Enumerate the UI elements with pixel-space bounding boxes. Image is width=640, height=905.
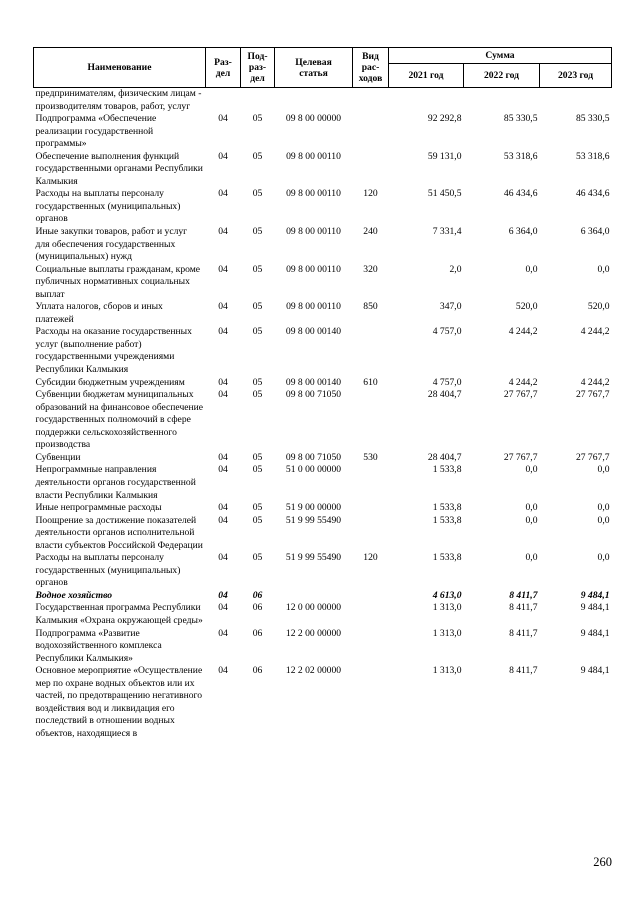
- row-value-2022: 6 364,0: [508, 226, 538, 238]
- row-razdel: 04: [218, 502, 228, 514]
- row-value-2023: 27 767,7: [575, 451, 610, 463]
- row-podrazdel: 05: [252, 226, 263, 238]
- row-value-2023: 27 767,7: [575, 389, 610, 401]
- row-value-2023: 0,0: [597, 552, 610, 564]
- row-podrazdel: [241, 88, 275, 114]
- row-target: [275, 590, 353, 603]
- table-row: [34, 226, 612, 264]
- row-name: Уплата налогов, сборов и иных платежей: [35, 301, 163, 325]
- document-page: [33, 47, 611, 740]
- row-razdel: 04: [218, 113, 228, 125]
- row-target: 09 8 00 71050: [285, 389, 342, 401]
- row-name: Подпрограмма «Обеспечение реализации государственной программы»: [35, 113, 157, 150]
- row-target: 09 8 00 00140: [285, 326, 342, 338]
- row-razdel: 04: [218, 514, 228, 526]
- row-target: 12 2 02 00000: [285, 665, 342, 677]
- row-razdel: 04: [218, 376, 228, 388]
- row-value-2023: 4 244,2: [580, 326, 610, 338]
- row-value-2023: 0,0: [597, 464, 610, 476]
- row-target: 09 8 00 00000: [285, 113, 342, 125]
- row-name: Непрограммные направления деятельности органов государственной власти Республики Калмыкия: [35, 464, 196, 501]
- row-vid: [353, 389, 389, 452]
- row-podrazdel: 05: [252, 451, 263, 463]
- row-podrazdel: 05: [252, 150, 263, 162]
- row-value-2021: 1 533,8: [432, 502, 462, 514]
- row-podrazdel: 06: [252, 627, 263, 639]
- row-razdel: 04: [218, 464, 228, 476]
- row-podrazdel: 06: [252, 589, 263, 601]
- row-value-2023: 0,0: [597, 514, 610, 526]
- row-value-2023: 9 484,1: [580, 627, 610, 639]
- table-row: [34, 188, 612, 226]
- header-sum: Сумма: [389, 48, 612, 64]
- row-value-2021: 51 450,5: [427, 188, 462, 200]
- row-value-2022: 0,0: [525, 514, 538, 526]
- table-body: [34, 88, 612, 741]
- row-podrazdel: 06: [252, 665, 263, 677]
- row-podrazdel: 05: [252, 552, 263, 564]
- table-row: [34, 602, 612, 627]
- row-value-2021: 28 404,7: [427, 389, 462, 401]
- table-row: [34, 515, 612, 553]
- row-target: 09 8 00 00110: [286, 226, 341, 238]
- header-podrazdel: Под- раз- дел: [241, 48, 275, 88]
- row-name: Иные закупки товаров, работ и услуг для обеспечения государственных (муниципальных) нужд: [35, 226, 188, 263]
- row-value-2022: 46 434,6: [503, 188, 538, 200]
- row-razdel: 04: [218, 326, 228, 338]
- row-vid: 320: [363, 263, 378, 275]
- row-razdel: 04: [218, 188, 228, 200]
- row-value-2023: 520,0: [587, 301, 610, 313]
- row-vid: 850: [363, 301, 378, 313]
- row-value-2021: 59 131,0: [427, 150, 462, 162]
- row-value-2021: 1 313,0: [432, 665, 462, 677]
- row-vid: [353, 628, 389, 666]
- header-2021: 2021 год: [389, 64, 464, 88]
- row-name: Расходы на выплаты персоналу государственных (муниципальных) органов: [35, 188, 181, 225]
- row-vid: [353, 515, 389, 553]
- row-vid: [353, 88, 389, 114]
- table-row: [34, 628, 612, 666]
- row-name: Субвенции бюджетам муниципальных образований на финансовое обеспечение государственных полномочий в сфере поддержки сельскохозяйственного производства: [35, 389, 204, 451]
- row-value-2022: 8 411,7: [509, 665, 538, 677]
- table-row: [34, 665, 612, 740]
- row-razdel: 04: [218, 150, 228, 162]
- table-row: [34, 301, 612, 326]
- row-vid: [353, 590, 389, 603]
- row-value-2021: 92 292,8: [427, 113, 462, 125]
- row-podrazdel: 05: [252, 502, 263, 514]
- row-target: 51 9 99 55490: [285, 514, 342, 526]
- table-row: [34, 502, 612, 515]
- row-razdel: 04: [218, 552, 228, 564]
- row-target: 09 8 00 00110: [286, 188, 341, 200]
- row-name: Обеспечение выполнения функций государственными органами Республики Калмыкия: [35, 150, 203, 187]
- row-target: 12 2 00 00000: [285, 627, 342, 639]
- row-value-2022: 0,0: [525, 263, 538, 275]
- row-vid: 240: [363, 226, 378, 238]
- row-value-2022: 8 411,7: [509, 627, 538, 639]
- budget-table: [33, 47, 612, 740]
- row-name: Расходы на выплаты персоналу государственных (муниципальных) органов: [35, 552, 181, 589]
- row-value-2023: 4 244,2: [580, 376, 610, 388]
- row-name: Расходы на оказание государственных услуг (выполнение работ) государственными учреждениями Республики Калмыкия: [35, 326, 192, 376]
- row-value-2022: 4 244,2: [508, 376, 538, 388]
- row-value-2022: 53 318,6: [503, 150, 538, 162]
- row-target: 09 8 00 00110: [286, 263, 341, 275]
- row-podrazdel: 06: [252, 602, 263, 614]
- row-value-2021: 4 757,0: [432, 376, 462, 388]
- header-2023: 2023 год: [540, 64, 612, 88]
- row-value-2021: 28 404,7: [427, 451, 462, 463]
- row-value-2023: 9 484,1: [580, 665, 610, 677]
- row-value-2022: 27 767,7: [503, 451, 538, 463]
- row-value-2023: 0,0: [597, 502, 610, 514]
- table-row: [34, 113, 612, 151]
- row-value-2021: 1 533,8: [432, 464, 462, 476]
- row-name: Иные непрограммные расходы: [35, 502, 162, 514]
- table-row: [34, 552, 612, 590]
- row-podrazdel: 05: [252, 514, 263, 526]
- row-podrazdel: 05: [252, 113, 263, 125]
- row-value-2022: 520,0: [515, 301, 538, 313]
- row-value-2022: 27 767,7: [503, 389, 538, 401]
- row-value-2022: 0,0: [525, 552, 538, 564]
- table-header: [34, 48, 612, 88]
- row-name: Основное мероприятие «Осуществление мер по охране водных объектов или их частей, по предотвращению негативного воздействия вод и ликвидация его последствий в отношении водных объектов, находящиеся в: [35, 665, 203, 739]
- row-vid: [353, 665, 389, 740]
- row-razdel: 04: [218, 301, 228, 313]
- row-value-2022: 8 411,7: [509, 602, 538, 614]
- row-target: 09 8 00 00110: [286, 301, 341, 313]
- row-value-2021: 1 533,8: [432, 514, 462, 526]
- row-razdel: 04: [218, 389, 228, 401]
- row-target: [275, 88, 353, 114]
- row-value-2022: 4 244,2: [508, 326, 538, 338]
- row-name: Государственная программа Республики Калмыкия «Охрана окружающей среды»: [35, 602, 203, 626]
- row-value-2023: 85 330,5: [575, 113, 610, 125]
- row-vid: [353, 464, 389, 502]
- row-value-2023: 0,0: [597, 263, 610, 275]
- row-value-2023: 53 318,6: [575, 150, 610, 162]
- row-vid: 120: [363, 188, 378, 200]
- row-name: предпринимателям, физическим лицам - производителям товаров, работ, услуг: [35, 88, 202, 112]
- header-2022: 2022 год: [464, 64, 540, 88]
- row-value-2021: 1 533,8: [432, 552, 462, 564]
- row-target: 51 9 00 00000: [285, 502, 342, 514]
- row-vid: [353, 602, 389, 627]
- table-row: [34, 590, 612, 603]
- table-row: [34, 151, 612, 189]
- row-value-2022: [464, 88, 540, 114]
- row-podrazdel: 05: [252, 188, 263, 200]
- row-vid: 120: [363, 552, 378, 564]
- row-value-2022: 0,0: [525, 464, 538, 476]
- row-value-2022: 85 330,5: [503, 113, 538, 125]
- header-name: Наименование: [34, 48, 206, 88]
- row-razdel: 04: [218, 665, 228, 677]
- table-row: [34, 88, 612, 114]
- row-target: 12 0 00 00000: [285, 602, 342, 614]
- row-podrazdel: 05: [252, 301, 263, 313]
- header-vid: Вид рас- ходов: [353, 48, 389, 88]
- row-podrazdel: 05: [252, 389, 263, 401]
- row-podrazdel: 05: [252, 326, 263, 338]
- row-value-2023: 46 434,6: [575, 188, 610, 200]
- row-value-2021: [389, 88, 464, 114]
- page-number: 260: [593, 855, 612, 869]
- row-value-2023: [540, 88, 612, 114]
- row-target: 09 8 00 00110: [286, 150, 341, 162]
- row-target: 09 8 00 71050: [285, 451, 342, 463]
- row-razdel: 04: [218, 602, 228, 614]
- row-value-2021: 1 313,0: [432, 627, 462, 639]
- row-razdel: 04: [218, 451, 228, 463]
- row-vid: [353, 113, 389, 151]
- table-row: [34, 264, 612, 302]
- row-name: Субвенции: [35, 451, 81, 463]
- row-podrazdel: 05: [252, 376, 263, 388]
- row-value-2023: 9 484,1: [580, 602, 610, 614]
- row-value-2021: 347,0: [439, 301, 462, 313]
- row-razdel: 04: [218, 263, 228, 275]
- row-value-2021: 1 313,0: [432, 602, 462, 614]
- row-vid: [353, 151, 389, 189]
- row-name: Субсидии бюджетным учреждениям: [35, 376, 185, 388]
- row-razdel: 04: [218, 627, 228, 639]
- header-razdel: Раз- дел: [206, 48, 241, 88]
- row-name: Водное хозяйство: [35, 589, 113, 601]
- row-razdel: [206, 88, 241, 114]
- row-podrazdel: 05: [252, 464, 263, 476]
- table-row: [34, 452, 612, 465]
- row-vid: [353, 502, 389, 515]
- row-vid: [353, 326, 389, 376]
- row-value-2021: 7 331,4: [432, 226, 462, 238]
- table-row: [34, 464, 612, 502]
- table-row: [34, 389, 612, 452]
- row-name: Поощрение за достижение показателей деятельности органов исполнительной власти субъектов Российской Федерации: [35, 514, 203, 551]
- row-value-2021: 2,0: [449, 263, 462, 275]
- row-value-2021: 4 757,0: [432, 326, 462, 338]
- row-vid: 530: [363, 451, 378, 463]
- row-target: 51 9 99 55490: [285, 552, 342, 564]
- row-value-2022: 8 411,7: [509, 589, 538, 601]
- row-vid: 610: [363, 376, 378, 388]
- row-podrazdel: 05: [252, 263, 263, 275]
- header-target: Целевая статья: [275, 48, 353, 88]
- row-value-2023: 6 364,0: [580, 226, 610, 238]
- row-value-2023: 9 484,1: [580, 589, 610, 601]
- row-name: Подпрограмма «Развитие водохозяйственного комплекса Республики Калмыкия»: [35, 627, 162, 664]
- table-row: [34, 326, 612, 376]
- row-razdel: 04: [218, 589, 228, 601]
- row-value-2022: 0,0: [525, 502, 538, 514]
- row-value-2021: 4 613,0: [432, 589, 462, 601]
- row-razdel: 04: [218, 226, 228, 238]
- row-target: 51 0 00 00000: [285, 464, 342, 476]
- table-row: [34, 377, 612, 390]
- row-name: Социальные выплаты гражданам, кроме публичных нормативных социальных выплат: [35, 263, 201, 300]
- row-target: 09 8 00 00140: [285, 376, 342, 388]
